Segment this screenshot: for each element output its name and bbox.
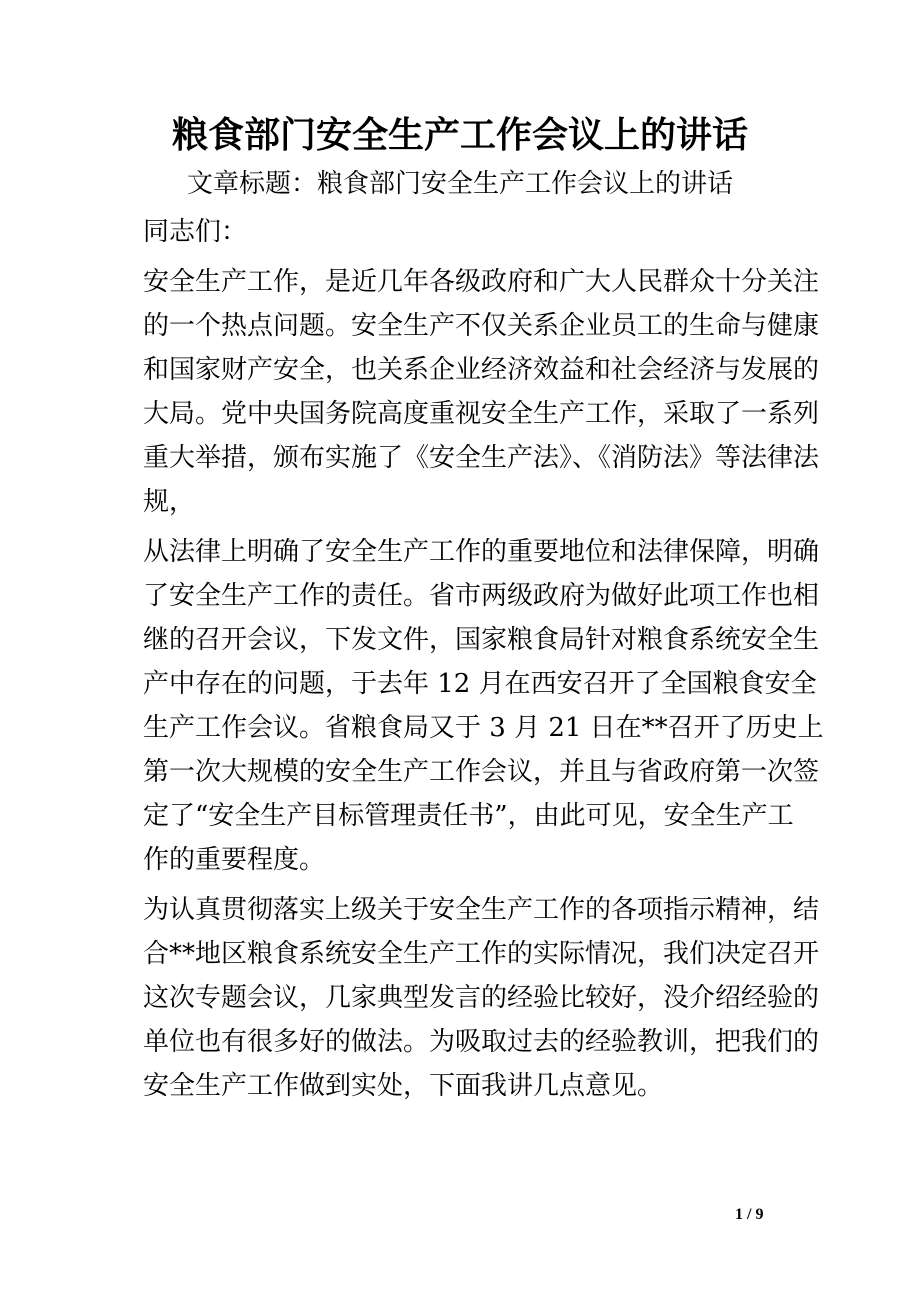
paragraph — [143, 530, 824, 882]
paragraph-line: 从法律上明确了安全生产工作的重要地位和法律保障，明确 — [143, 537, 820, 567]
paragraph-line: 这次专题会议，几家典型发言的经验比较好，没介绍经验的 — [143, 983, 820, 1013]
paragraph-line: 为认真贯彻落实上级关于安全生产工作的各项指示精神，结 — [143, 895, 820, 925]
paragraph-line: 定了“安全生产目标管理责任书”，由此可见，安全生产工 — [143, 801, 794, 831]
paragraph-line: 的一个热点问题。安全生产不仅关系企业员工的生命与健康 — [143, 311, 820, 341]
paragraph-line: 产中存在的问题，于去年 12 月在西安召开了全国粮食安全 — [143, 669, 817, 699]
document-subtitle: 文章标题：粮食部门安全生产工作会议上的讲话 — [186, 169, 733, 199]
paragraph-line: 作的重要程度。 — [143, 845, 326, 875]
paragraph-line: 规， — [143, 487, 196, 517]
paragraph-line: 继的召开会议，下发文件，国家粮食局针对粮食系统安全生 — [143, 625, 820, 655]
paragraph-line: 同志们： — [143, 217, 248, 247]
paragraph-line: 生产工作会议。省粮食局又于 3 月 21 日在**召开了历史上 — [143, 713, 824, 743]
paragraph-line: 和国家财产安全，也关系企业经济效益和社会经济与发展的 — [143, 355, 820, 385]
paragraph-line: 第一次大规模的安全生产工作会议，并且与省政府第一次签 — [143, 757, 820, 787]
paragraph-line: 安全生产工作，是近几年各级政府和广大人民群众十分关注 — [143, 267, 820, 297]
paragraph-line: 重大举措，颁布实施了《安全生产法》、《消防法》等法律法 — [143, 443, 820, 473]
paragraph-line: 了安全生产工作的责任。省市两级政府为做好此项工作也相 — [143, 581, 820, 611]
paragraph — [143, 888, 820, 1108]
paragraph — [143, 210, 779, 254]
paragraph-line: 单位也有很多好的做法。为吸取过去的经验教训，把我们的 — [143, 1027, 820, 1057]
paragraph-line: 安全生产工作做到实处，下面我讲几点意见。 — [143, 1071, 664, 1101]
paragraph — [143, 260, 820, 524]
paragraph-line: 合**地区粮食系统安全生产工作的实际情况，我们决定召开 — [143, 939, 820, 969]
document-title: 粮食部门安全生产工作会议上的讲话 — [171, 114, 748, 156]
page-number: 1 / 9 — [735, 1206, 764, 1223]
document-body — [143, 210, 824, 1108]
paragraph-line: 大局。党中央国务院高度重视安全生产工作，采取了一系列 — [143, 399, 820, 429]
